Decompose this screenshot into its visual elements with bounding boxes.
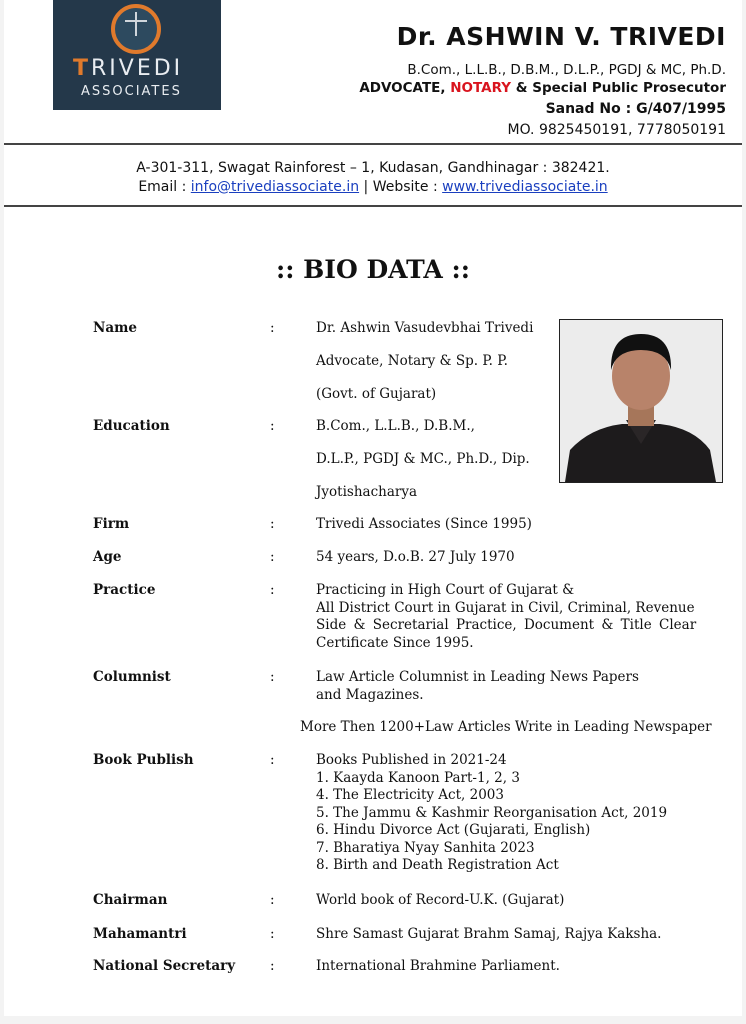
colon: : <box>270 892 275 908</box>
label-chairman: Chairman <box>93 892 168 908</box>
scales-of-justice-icon <box>111 4 161 54</box>
advocate-name: Dr. ASHWIN V. TRIVEDI <box>396 22 726 51</box>
sanad-number: Sanad No : G/407/1995 <box>545 101 726 117</box>
list-item: Books Published in 2021-24 <box>316 752 507 768</box>
contact-line: Email : info@trivediassociate.in | Website : www.trivediassociate.in <box>138 179 608 195</box>
articles-note: More Then 1200+Law Articles Write in Leading Newspaper <box>300 719 712 735</box>
header-divider-top <box>4 143 742 145</box>
colon: : <box>270 320 275 336</box>
advocate-role: ADVOCATE, NOTARY & Special Public Prosecutor <box>359 80 726 96</box>
label-columnist: Columnist <box>93 669 171 685</box>
label-mahamantri: Mahamantri <box>93 926 187 942</box>
colon: : <box>270 926 275 942</box>
label-firm: Firm <box>93 516 130 532</box>
label-name: Name <box>93 320 137 336</box>
value-name: Dr. Ashwin Vasudevbhai Trivedi Advocate, Notary & Sp. P. P. (Govt. of Gujarat) <box>316 320 534 402</box>
colon: : <box>270 516 275 532</box>
mobile-numbers: MO. 9825450191, 7778050191 <box>507 122 726 138</box>
label-national-secretary: National Secretary <box>93 958 236 974</box>
colon: : <box>270 549 275 565</box>
list-item: 5. The Jammu & Kashmir Reorganisation Act, 2019 <box>316 804 668 821</box>
profile-photo <box>559 319 723 483</box>
advocate-degrees: B.Com., L.L.B., D.B.M., D.L.P., PGDJ & MC, Ph.D. <box>407 62 726 78</box>
value-age: 54 years, D.o.B. 27 July 1970 <box>316 549 515 565</box>
value-national-secretary: International Brahmine Parliament. <box>316 958 560 974</box>
website-link[interactable]: www.trivediassociate.in <box>442 179 608 195</box>
colon: : <box>270 418 275 434</box>
page-title: :: BIO DATA :: <box>276 255 470 284</box>
list-item: 4. The Electricity Act, 2003 <box>316 787 504 803</box>
value-book-publish <box>316 752 667 875</box>
list-item: 6. Hindu Divorce Act (Gujarati, English) <box>316 822 591 838</box>
office-address: A-301-311, Swagat Rainforest – 1, Kudasan, Gandhinagar : 382421. <box>136 160 610 176</box>
colon: : <box>270 958 275 974</box>
colon: : <box>270 582 275 598</box>
list-item: 7. Bharatiya Nyay Sanhita 2023 <box>316 839 535 856</box>
email-link[interactable]: info@trivediassociate.in <box>190 179 360 195</box>
value-columnist: Law Article Columnist in Leading News Papers and Magazines. <box>316 669 639 703</box>
value-firm: Trivedi Associates (Since 1995) <box>316 516 532 532</box>
value-education: B.Com., L.L.B., D.B.M., D.L.P., PGDJ & MC., Ph.D., Dip. Jyotishacharya <box>316 418 530 500</box>
value-practice: Practicing in High Court of Gujarat & All District Court in Gujarat in Civil, Criminal, Revenue Side & Secretarial Practice, Document & Title Clear Certificate Since 1995. <box>316 582 697 651</box>
label-education: Education <box>93 418 170 434</box>
logo-wordmark: TRIVEDI <box>73 56 184 81</box>
label-practice: Practice <box>93 582 156 598</box>
value-chairman: World book of Record-U.K. (Gujarat) <box>316 892 565 908</box>
document-page <box>4 0 742 1016</box>
header-divider-bottom <box>4 205 742 207</box>
label-book-publish: Book Publish <box>93 752 194 768</box>
label-age: Age <box>93 549 122 565</box>
colon: : <box>270 752 275 768</box>
list-item: 1. Kaayda Kanoon Part-1, 2, 3 <box>316 769 520 786</box>
value-mahamantri: Shre Samast Gujarat Brahm Samaj, Rajya Kaksha. <box>316 926 662 942</box>
firm-logo <box>53 0 221 110</box>
colon: : <box>270 669 275 685</box>
logo-subtitle: ASSOCIATES <box>81 84 182 99</box>
list-item: 8. Birth and Death Registration Act <box>316 857 559 873</box>
